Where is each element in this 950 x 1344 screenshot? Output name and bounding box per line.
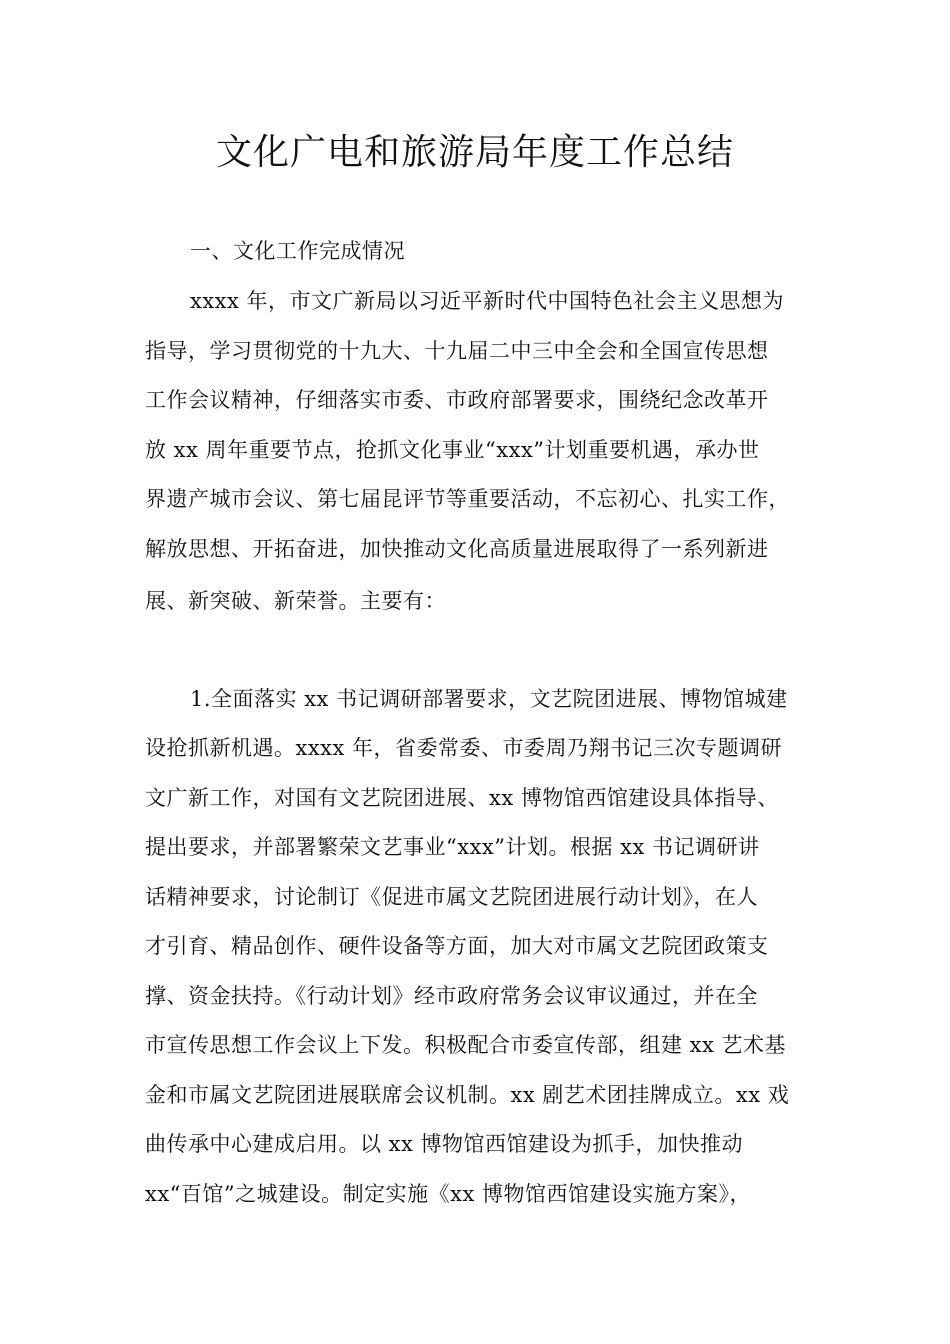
- paragraph-line: xxxx 年，市文广新局以习近平新时代中国特色社会主义思想为: [190, 289, 785, 313]
- paragraph-line: 撑、资金扶持。《行动计划》经市政府常务会议审议通过，并在全: [145, 984, 758, 1008]
- paragraph-line: 话精神要求，讨论制订《促进市属文艺院团进展行动计划》，在人: [145, 885, 758, 909]
- paragraph-line: 金和市属文艺院团进展联席会议机制。xx 剧艺术团挂牌成立。xx 戏: [145, 1083, 790, 1107]
- paragraph-line: 市宣传思想工作会议上下发。积极配合市委宣传部，组建 xx 艺术基: [145, 1033, 787, 1057]
- paragraph-line: 指导，学习贯彻党的十九大、十九届二中三中全会和全国宣传思想: [145, 339, 769, 363]
- paragraph-line: 工作会议精神，仔细落实市委、市政府部署要求，围绕纪念改革开: [145, 388, 769, 412]
- paragraph-line: 提出要求，并部署繁荣文艺事业“xxx”计划。根据 xx 书记调研讲: [145, 835, 760, 859]
- paragraph-line: 1.全面落实 xx 书记调研部署要求，文艺院团进展、博物馆城建: [190, 687, 788, 711]
- paragraph-line: 展、新突破、新荣誉。主要有：: [145, 589, 446, 613]
- paragraph-line: 曲传承中心建成启用。以 xx 博物馆西馆建设为抓手，加快推动: [145, 1132, 744, 1156]
- paragraph-line: xx“百馆”之城建设。制定实施《xx 博物馆西馆建设实施方案》，: [145, 1182, 752, 1206]
- paragraph-line: 放 xx 周年重要节点，抢抓文化事业“xxx”计划重要机遇，承办世: [145, 438, 760, 462]
- section-heading: 一、文化工作完成情况: [190, 239, 405, 263]
- paragraph-line: 解放思想、开拓奋进，加快推动文化高质量进展取得了一系列新进: [145, 537, 769, 561]
- paragraph-line: 设抢抓新机遇。xxxx 年，省委常委、市委周乃翔书记三次专题调研: [145, 736, 783, 760]
- paragraph-line: 界遗产城市会议、第七届昆评节等重要活动，不忘初心、扎实工作，: [145, 487, 790, 511]
- paragraph-line: 才引育、精品创作、硬件设备等方面，加大对市属文艺院团政策支: [145, 934, 769, 958]
- paragraph-line: 文广新工作，对国有文艺院团进展、xx 博物馆西馆建设具体指导、: [145, 786, 779, 810]
- document-title: 文化广电和旅游局年度工作总结: [215, 132, 734, 173]
